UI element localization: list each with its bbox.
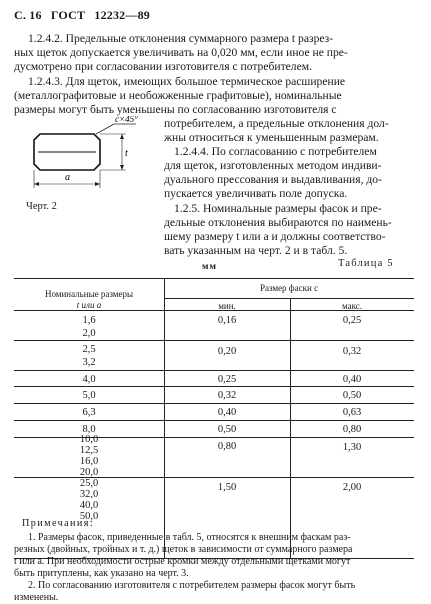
paragraph-1-2-4-4 <box>164 145 382 201</box>
dim-a-label: a <box>65 172 70 183</box>
table-cell-max: 1,30 <box>342 442 362 453</box>
table-cell-max: 0,25 <box>342 315 362 326</box>
note-line: резных (двойных, тройных и т. д.) щеток в зависимости от суммарного размера <box>14 544 353 555</box>
table-cell-min: 0,16 <box>217 315 237 326</box>
table-cell-min: 0,25 <box>217 374 237 385</box>
table-cell-sizes: 10,0 12,5 16,0 20,0 <box>79 434 99 478</box>
table-cell-max: 0,32 <box>342 346 362 357</box>
table-cell-max: 0,63 <box>342 407 362 418</box>
table-caption: Таблица 5 <box>338 258 394 269</box>
col-header-chamfer-size: Размер фаски c <box>259 283 319 293</box>
paragraph-1-2-4-2 <box>14 32 348 74</box>
chamfer-drawing <box>14 116 164 200</box>
col-header-min: мин. <box>218 301 236 311</box>
note-line: t или a. При необходимости острые кромки между отдельными щетками могут <box>14 556 351 567</box>
paragraph-line: для щеток, изготовленных методом индиви- <box>164 159 382 172</box>
col-header-max: макс. <box>341 301 363 311</box>
note-line: изменены. <box>14 592 59 603</box>
notes <box>14 532 355 604</box>
table-cell-sizes: 5,0 <box>82 390 96 401</box>
table-cell-sizes: 8,0 <box>82 424 96 435</box>
paragraph-1-2-4-3-cont <box>164 117 389 145</box>
table-cell-sizes: 2,5 3,2 <box>82 344 96 368</box>
table-cell-min: 0,20 <box>217 346 237 357</box>
paragraph-line: дусмотрено при согласовании изготовителя с потребителем. <box>14 60 312 73</box>
col-header-sizes <box>14 289 164 311</box>
col-header-sizes-line2: t или a <box>76 300 102 310</box>
paragraph-line: ных щеток допускается увеличивать на 0,020 мм, если иное не пре- <box>14 46 348 59</box>
paragraph-line: 1.2.5. Номинальные размеры фасок и пре- <box>174 202 382 215</box>
note-line: быть притуплены, как указано на черт. 3. <box>14 568 189 579</box>
table-cell-sizes: 25,0 32,0 40,0 50,0 <box>79 478 99 522</box>
table-cell-sizes: 6,3 <box>82 407 96 418</box>
paragraph-1-2-4-3 <box>14 75 345 117</box>
table-cell-max: 0,40 <box>342 374 362 385</box>
table-cell-min: 0,32 <box>217 390 237 401</box>
paragraph-line: размеры могут быть уменьшены по согласованию изготовителя с <box>14 103 337 116</box>
table-cell-min: 0,40 <box>217 407 237 418</box>
table-cell-min: 0,50 <box>217 424 237 435</box>
note-line: 2. По согласованию изготовителя с потребителем размеры фасок могут быть <box>28 580 356 591</box>
table-cell-min: 1,50 <box>217 482 237 493</box>
paragraph-line: дельные отклонения выбираются по наимень- <box>164 216 392 229</box>
paragraph-line: 1.2.4.2. Предельные отклонения суммарного размера t разрез- <box>28 32 334 45</box>
table-cell-sizes: 1,6 2,0 <box>82 315 96 339</box>
paragraph-line: 1.2.4.4. По согласованию с потребителем <box>174 145 377 158</box>
paragraph-line: шему размеру t или a и должны соответство- <box>164 230 386 243</box>
table-cell-max: 2,00 <box>342 482 362 493</box>
standard-name: ГОСТ <box>50 8 86 22</box>
paragraph-line: дуального прессования и выдавливания, до- <box>164 173 382 186</box>
table-cell-sizes: 4,0 <box>82 374 96 385</box>
page-header <box>14 8 150 23</box>
paragraph-line: пускается увеличивать поле допуска. <box>164 187 348 200</box>
table-cell-max: 0,80 <box>342 424 362 435</box>
col-header-sizes-line1: Номинальные размеры <box>44 289 134 299</box>
paragraph-line: потребителем, а предельные отклонения дол- <box>164 117 389 130</box>
paragraph-line: (металлографитовые и необожженные графитовые), номинальные <box>14 89 342 102</box>
paragraph-line: 1.2.4.3. Для щеток, имеющих большое термическое расширение <box>28 75 346 88</box>
paragraph-line: жны относиться к уменьшенным размерам. <box>164 131 379 144</box>
paragraph-1-2-5 <box>164 202 392 258</box>
figure-caption: Черт. 2 <box>26 201 57 212</box>
notes-heading: Примечания: <box>22 518 95 529</box>
table-cell-max: 0,50 <box>342 390 362 401</box>
table-cell-min: 0,80 <box>217 441 237 452</box>
note-line: 1. Размеры фасок, приведенные в табл. 5, относятся к внешним фаскам раз- <box>28 532 351 543</box>
standard-number: 12232—89 <box>94 8 150 22</box>
paragraph-line: вать указанным на черт. 2 и в табл. 5. <box>164 244 348 257</box>
chamfer-label: c×45° <box>115 116 138 124</box>
page-number: С. 16 <box>14 8 42 22</box>
dim-t-label: t <box>125 148 128 159</box>
table-units: мм <box>202 262 217 272</box>
